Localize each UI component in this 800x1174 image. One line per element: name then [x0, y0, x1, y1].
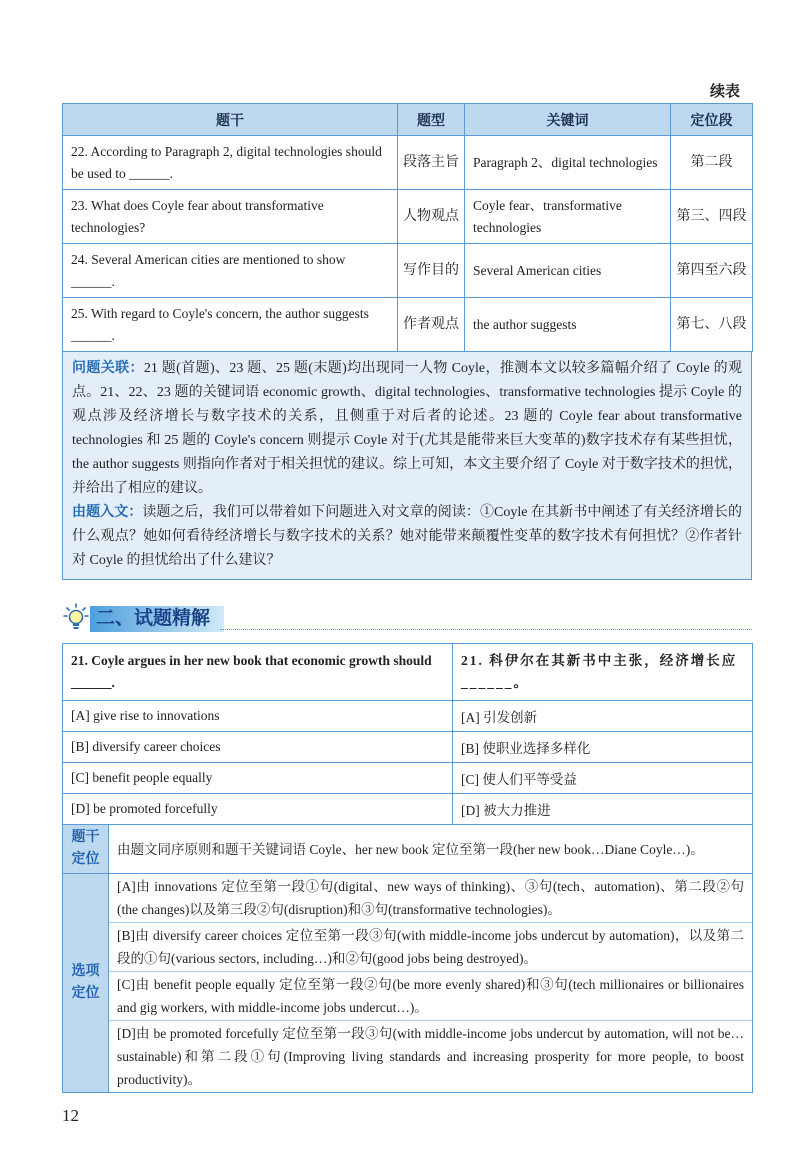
row-stem: 25. With regard to Coyle's concern, the author suggests ______.: [63, 298, 398, 352]
question-analysis-table: [62, 103, 753, 352]
header-stem: 题干: [63, 104, 398, 136]
reading-entry-text: 读题之后，我们可以带着如下问题进入对文章的阅读：①Coyle 在其新书中阐述了有关经济增长的什么观点？她如何看待经济增长与数字技术的关系？她对能带来颠覆性变革的数字技术有何担忧？②作者针对 Coyle 的担忧给出了什么建议？: [72, 505, 742, 568]
option-chinese: [C] 使人们平等受益: [453, 763, 753, 794]
table-row: [63, 244, 753, 298]
stem-location-text: 由题文同序原则和题干关键词语 Coyle、her new book 定位至第一段(her new book…Diane Coyle…)。: [109, 825, 753, 874]
option-chinese: [B] 使职业选择多样化: [453, 732, 753, 763]
question-relation-text: 21 题(首题)、23 题、25 题(末题)均出现同一人物 Coyle，推测本文以较多篇幅介绍了 Coyle 的观点。21、22、23 题的关键词语 economic growth、digital technologies、transformative technologies 提示 Coyle 的观点涉及经济增长与数字技术的关系，且侧重于对后者的论述。23 题的 Coyle fear about transformative technologies 和 25 题的 Coyle's concern 则提示 Coyle 对于(尤其是能带来巨大变革的)数字技术存有某些担忧，the author suggests 则指向作者对于相关担忧的建议。综上可知，本文主要介绍了 Coyle 对于数字技术的担忧，并给出了相应的建议。: [72, 361, 743, 496]
row-stem: 23. What does Coyle fear about transformative technologies?: [63, 190, 398, 244]
option-location-note: [A]由 innovations 定位至第一段①句(digital、new ways of thinking)、③句(tech、automation)、第二段②句(the changes)以及第三段②句(disruption)和③句(transformative technologies)。: [117, 879, 744, 917]
question-chinese: 21. 科伊尔在其新书中主张，经济增长应______。: [453, 644, 753, 701]
table-row: [63, 298, 753, 352]
row-stem: 24. Several American cities are mentioned to show ______.: [63, 244, 398, 298]
option-location-note: [B]由 diversify career choices 定位至第一段③句(with middle-income jobs undercut by automation)，以及第二段的①句(various sectors, including…)和②句(good jobs being destroyed)。: [109, 922, 752, 971]
row-position: 第三、四段: [671, 190, 753, 244]
question-english: 21. Coyle argues in her new book that economic growth should ______.: [63, 644, 453, 701]
option-row: [63, 763, 753, 794]
page-number: 12: [62, 1106, 79, 1125]
option-row: [63, 794, 753, 825]
section-title: 二、试题精解: [90, 606, 224, 632]
option-location-note: [C]由 benefit people equally 定位至第一段②句(be more evenly shared)和③句(tech millionaires or billionaires and gig workers, with middle-income jobs undercut…)。: [109, 971, 752, 1020]
option-english: [D] be promoted forcefully: [63, 794, 453, 825]
row-keywords: Paragraph 2、digital technologies: [465, 136, 671, 190]
row-keywords: the author suggests: [465, 298, 671, 352]
option-location-row: [63, 874, 753, 1093]
question-row: [63, 644, 753, 701]
header-type: 题型: [398, 104, 465, 136]
table-row: [63, 190, 753, 244]
row-keywords: Coyle fear、transformative technologies: [465, 190, 671, 244]
question-relation-paragraph: [72, 357, 742, 501]
row-type: 写作目的: [398, 244, 465, 298]
location-table: [62, 824, 753, 1093]
continued-label: 续表: [709, 84, 740, 100]
question-21-table: [62, 643, 753, 825]
question-relation-label: 问题关联：: [72, 361, 144, 376]
row-position: 第二段: [671, 136, 753, 190]
reading-entry-paragraph: [72, 501, 742, 573]
option-row: [63, 732, 753, 763]
row-type: 人物观点: [398, 190, 465, 244]
option-location-content: [109, 874, 753, 1093]
section-heading: [62, 604, 752, 632]
header-keywords: 关键词: [465, 104, 671, 136]
option-location-note: [D]由 be promoted forcefully 定位至第一段③句(with middle-income jobs undercut by automation, will not be…sustainable)和第二段①句(Improving living standards and increasing prosperity for more people, to boost productivity)。: [109, 1020, 752, 1092]
option-english: [A] give rise to innovations: [63, 701, 453, 732]
row-position: 第四至六段: [671, 244, 753, 298]
option-english: [C] benefit people equally: [63, 763, 453, 794]
option-location-label: 选项定位: [63, 874, 109, 1093]
stem-location-row: [63, 825, 753, 874]
row-type: 作者观点: [398, 298, 465, 352]
row-position: 第七、八段: [671, 298, 753, 352]
row-keywords: Several American cities: [465, 244, 671, 298]
table-row: [63, 136, 753, 190]
option-chinese: [A] 引发创新: [453, 701, 753, 732]
row-stem: 22. According to Paragraph 2, digital technologies should be used to ______.: [63, 136, 398, 190]
analysis-notes-box: [62, 351, 752, 580]
option-chinese: [D] 被大力推进: [453, 794, 753, 825]
page-content: [62, 80, 752, 1093]
option-row: [63, 701, 753, 732]
stem-location-label: 题干定位: [63, 825, 109, 874]
option-english: [B] diversify career choices: [63, 732, 453, 763]
lightbulb-icon: [62, 603, 90, 638]
section-divider: [220, 629, 752, 630]
reading-entry-label: 由题入文：: [72, 505, 143, 520]
row-type: 段落主旨: [398, 136, 465, 190]
header-position: 定位段: [671, 104, 753, 136]
table-header-row: [63, 104, 753, 136]
